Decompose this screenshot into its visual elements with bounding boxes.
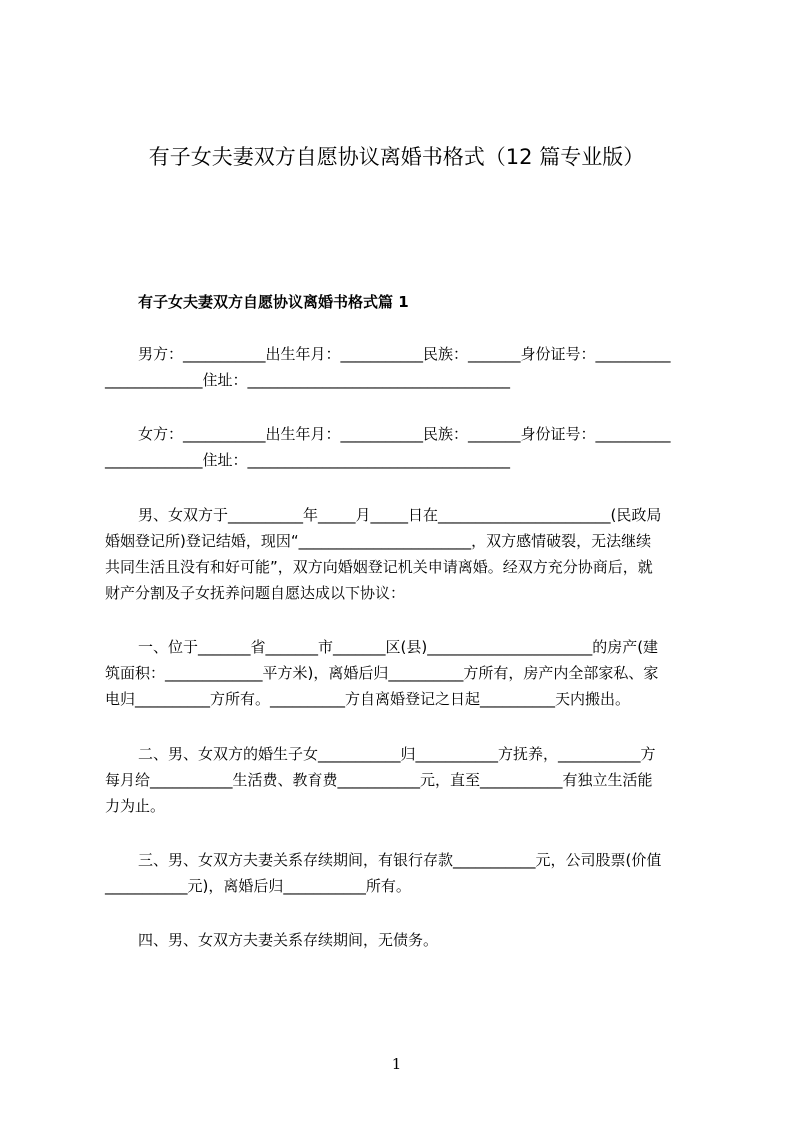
paragraph-line: 男、女双方于__________年_____月_____日在_______________________(民政局 [138, 506, 662, 524]
paragraph-line: 四、男、女双方夫妻关系存续期间，无债务。 [138, 931, 439, 949]
paragraph-line: 共同生活且没有和好可能”，双方向婚姻登记机关申请离婚。经双方充分协商后，就 [105, 558, 653, 576]
paragraph-line: 力为止。 [105, 797, 166, 815]
section-heading: 有子女夫妻双方自愿协议离婚书格式篇 1 [138, 293, 409, 311]
paragraph-male-party-info [105, 341, 703, 393]
paragraph-line: 财产分割及子女抚养问题自愿达成以下协议： [105, 584, 406, 602]
paragraph-line: _____________住址：___________________________________ [105, 371, 511, 389]
paragraph-line: ___________元)，离婚后归___________所有。 [105, 877, 411, 895]
paragraph-line: 男方：___________出生年月：___________民族：_______身份证号：__________ [138, 345, 671, 363]
paragraph-line: _____________住址：___________________________________ [105, 451, 511, 469]
paragraph-clause-3-savings [105, 847, 703, 899]
paragraph-clause-2-children [105, 741, 703, 819]
paragraph-clause-1-property [105, 634, 703, 712]
paragraph-line: 一、位于_______省_______市_______区(县)______________________的房产(建 [138, 638, 659, 656]
paragraph-line: 筑面积：_____________平方米)，离婚后归__________方所有，房产内全部家私、家 [105, 664, 659, 682]
paragraph-line: 女方：___________出生年月：___________民族：_______身份证号：__________ [138, 425, 671, 443]
page-number: 1 [391, 1055, 402, 1073]
paragraph-line: 三、男、女双方夫妻关系存续期间，有银行存款___________元，公司股票(价值 [138, 851, 662, 869]
paragraph-female-party-info [105, 421, 703, 473]
paragraph-clause-4-debts [105, 927, 703, 953]
document-title: 有子女夫妻双方自愿协议离婚书格式（12 篇专业版） [148, 145, 645, 169]
paragraph-line: 婚姻登记所)登记结婚，现因“_______________________，双方感情破裂，无法继续 [105, 532, 652, 550]
paragraph-line: 每月给___________生活费、教育费___________元，直至___________有独立生活能 [105, 771, 653, 789]
paragraph-line: 二、男、女双方的婚生子女___________归___________方抚养，___________方 [138, 745, 656, 763]
paragraph-marriage-statement [105, 502, 703, 606]
paragraph-line: 电归__________方所有。__________方自离婚登记之日起__________天内搬出。 [105, 690, 631, 708]
